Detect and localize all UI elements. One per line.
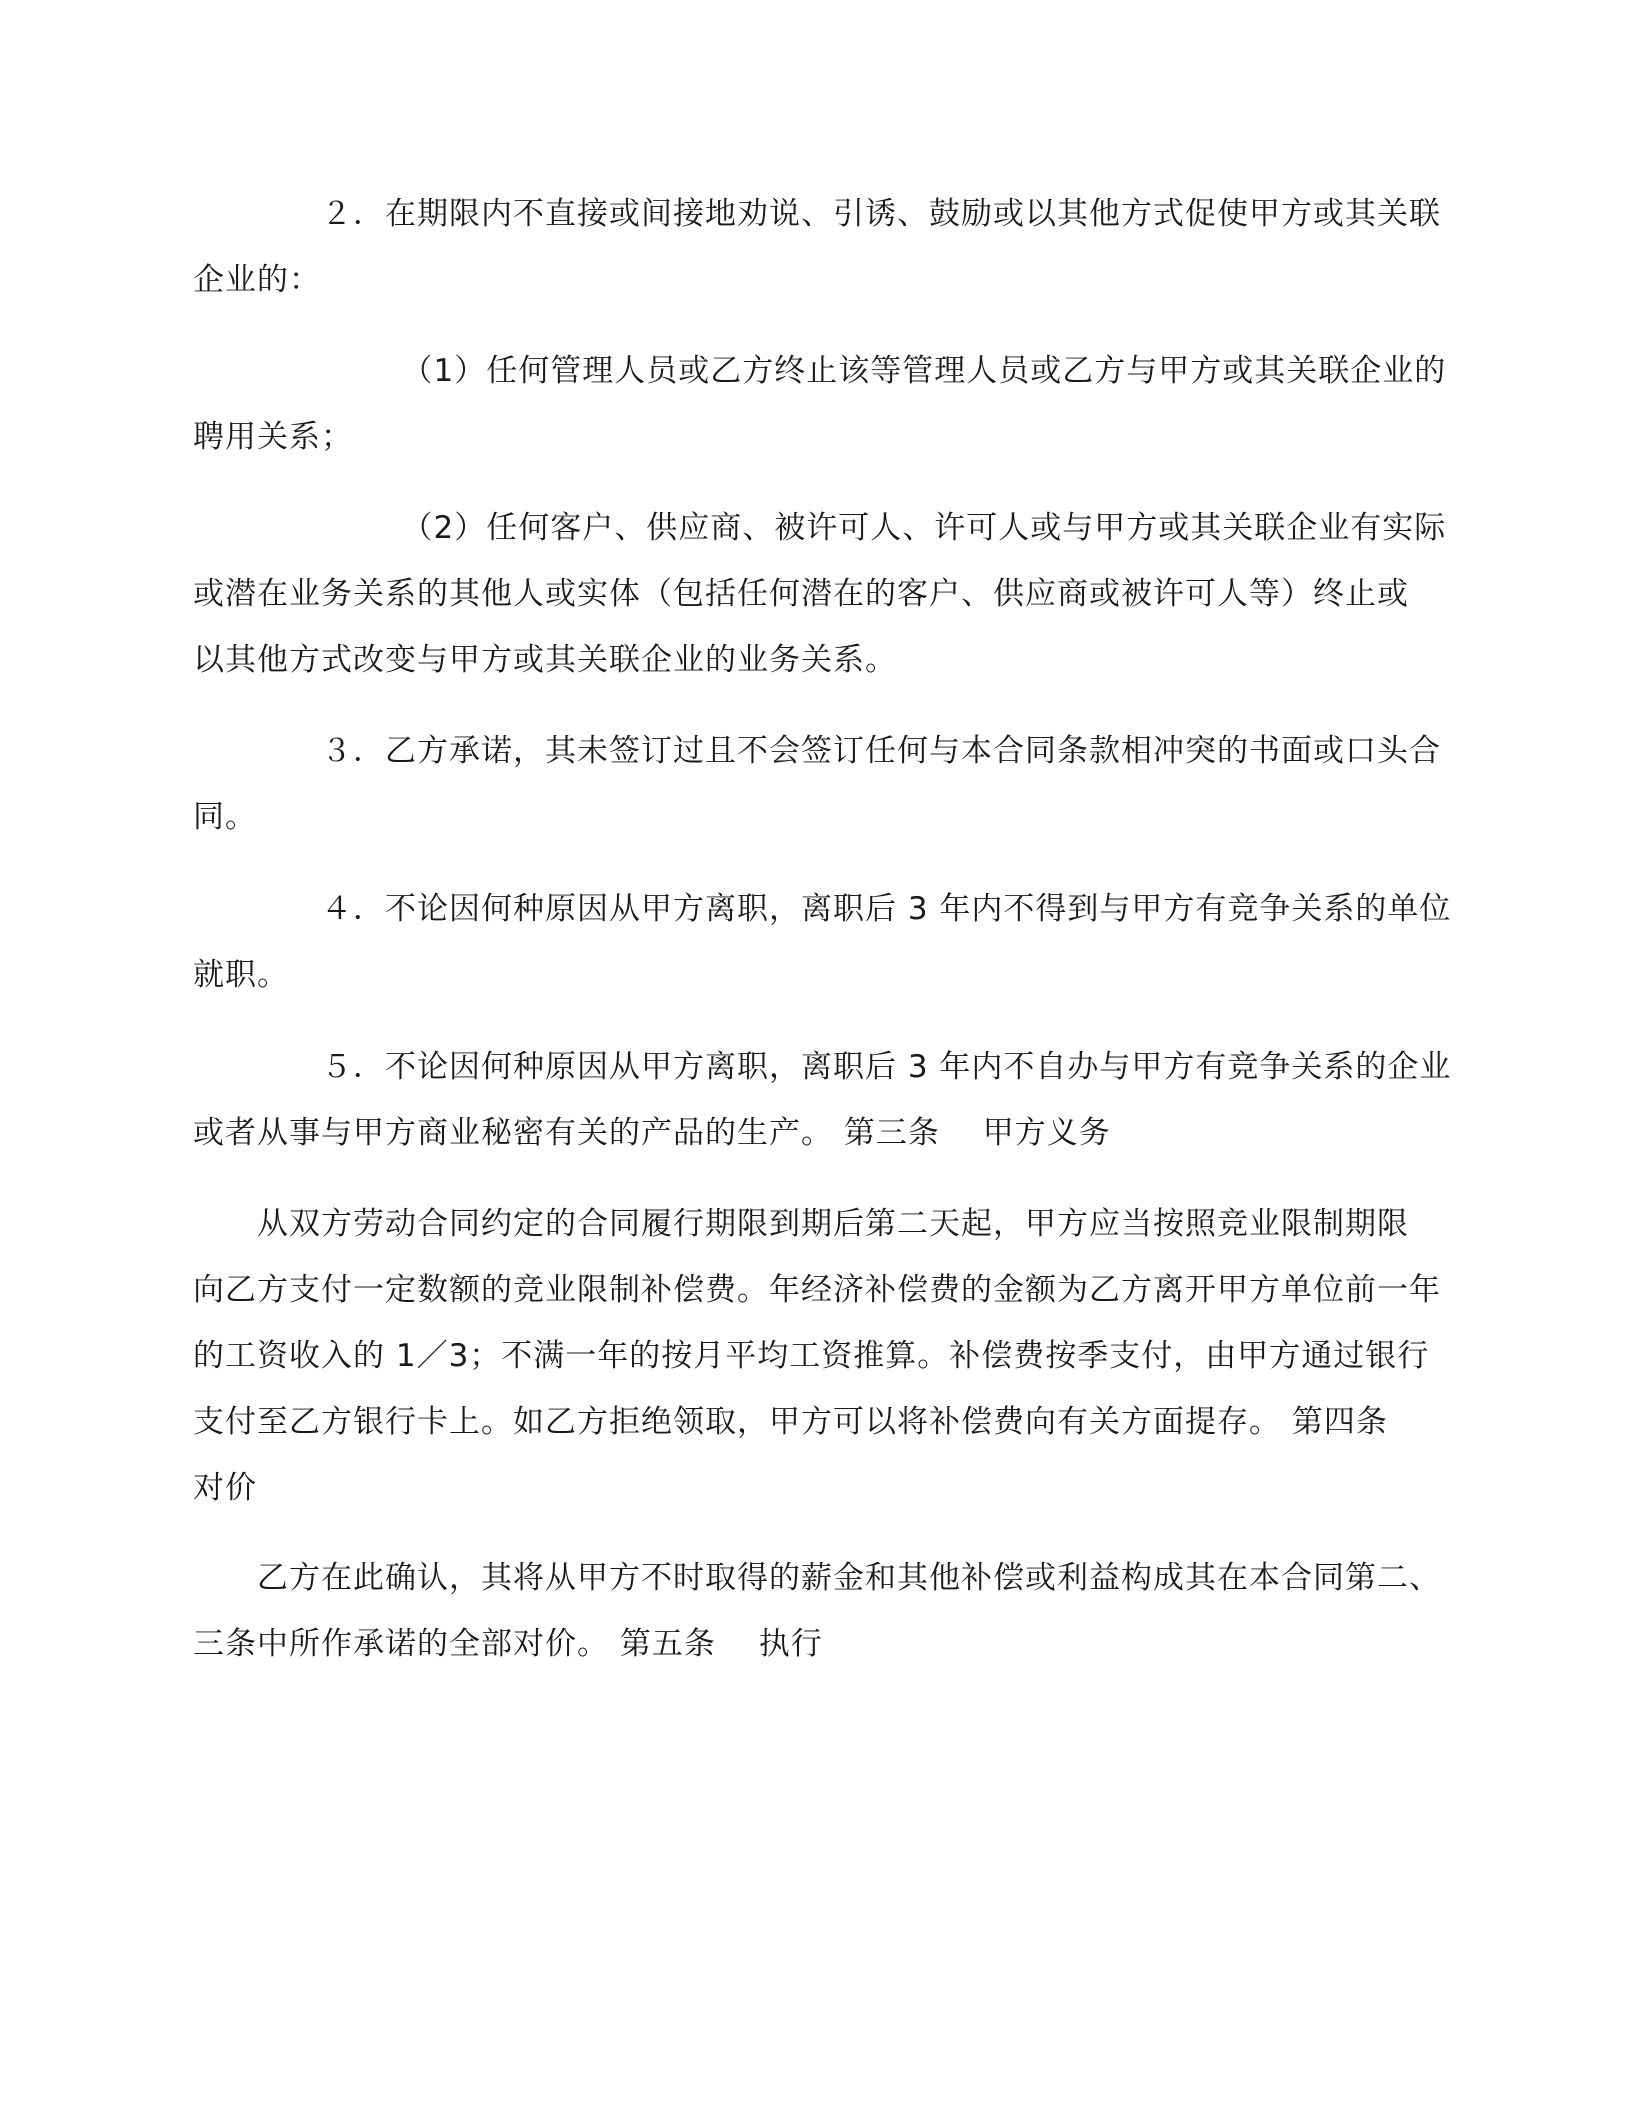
text-line: 聘用关系； [193, 419, 353, 455]
text-line: 向乙方支付一定数额的竞业限制补偿费。年经济补偿费的金额为乙方离开甲方单位前一年 [193, 1272, 1441, 1308]
text-line: 乙方在此确认，其将从甲方不时取得的薪金和其他补偿或利益构成其在本合同第二、 [193, 1560, 1441, 1596]
text-line: ４．不论因何种原因从甲方离职，离职后 3 年内不得到与甲方有竞争关系的单位 [193, 891, 1452, 927]
text-line: 对价 [193, 1470, 257, 1506]
text-line: （2）任何客户、供应商、被许可人、许可人或与甲方或其关联企业有实际 [193, 510, 1447, 546]
text-line: 以其他方式改变与甲方或其关联企业的业务关系。 [193, 642, 897, 678]
article-4-body-paragraph [193, 1545, 1441, 1677]
text-line: 从双方劳动合同约定的合同履行期限到期后第二天起，甲方应当按照竞业限制期限 [193, 1206, 1409, 1242]
clause-5-paragraph [193, 1034, 1451, 1166]
text-line: 三条中所作承诺的全部对价。 第五条 执行 [193, 1626, 823, 1662]
text-line: 的工资收入的 1／3；不满一年的按月平均工资推算。补偿费按季支付，由甲方通过银行 [193, 1338, 1430, 1374]
article-3-body-paragraph [193, 1191, 1441, 1521]
clause-3-paragraph [193, 718, 1441, 850]
clause-2-2-paragraph [193, 495, 1446, 693]
text-line: ３．乙方承诺，其未签订过且不会签订任何与本合同条款相冲突的书面或口头合 [193, 733, 1441, 769]
text-line: （1）任何管理人员或乙方终止该等管理人员或乙方与甲方或其关联企业的 [193, 353, 1447, 389]
text-line: 支付至乙方银行卡上。如乙方拒绝领取，甲方可以将补偿费向有关方面提存。 第四条 [193, 1404, 1388, 1440]
text-line: 企业的： [193, 262, 321, 298]
clause-2-1-paragraph [193, 338, 1446, 470]
text-line: 同。 [193, 799, 257, 835]
text-line: ５．不论因何种原因从甲方离职，离职后 3 年内不自办与甲方有竞争关系的企业 [193, 1049, 1452, 1085]
text-line: 或潜在业务关系的其他人或实体（包括任何潜在的客户、供应商或被许可人等）终止或 [193, 576, 1409, 612]
clause-4-paragraph [193, 876, 1451, 1008]
text-line: 或者从事与甲方商业秘密有关的产品的生产。 第三条 甲方义务 [193, 1115, 1111, 1151]
text-line: 就职。 [193, 957, 289, 993]
clause-2-paragraph [193, 181, 1441, 313]
text-line: ２．在期限内不直接或间接地劝说、引诱、鼓励或以其他方式促使甲方或其关联 [193, 196, 1441, 232]
